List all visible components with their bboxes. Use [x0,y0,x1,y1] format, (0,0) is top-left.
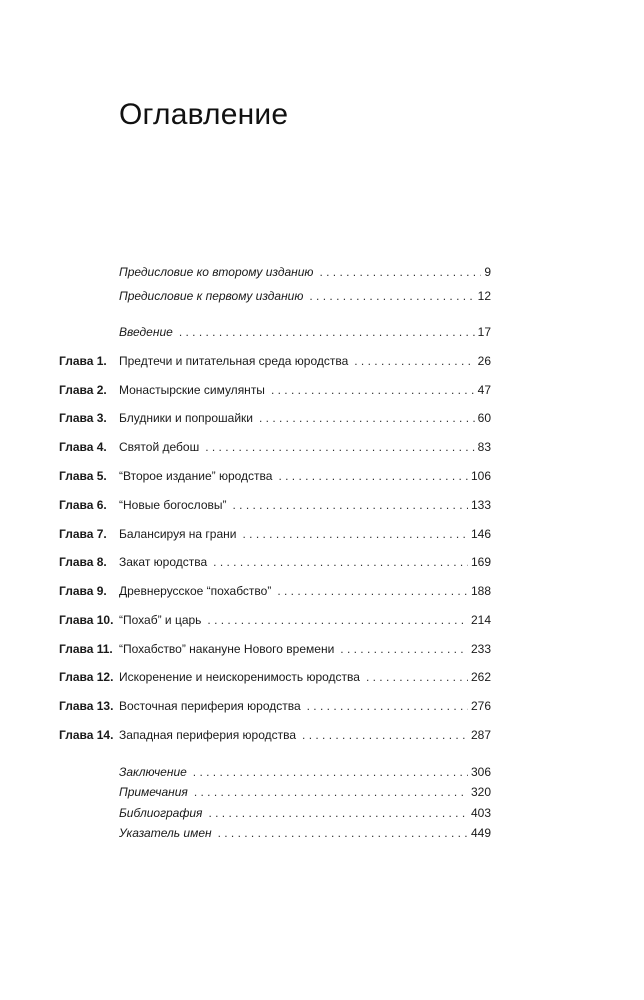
dot-leader [232,496,467,514]
page-number: 306 [470,765,491,779]
chapter-label: Глава 1. [59,354,107,368]
toc-row [0,525,644,543]
dot-leader [194,783,468,801]
page-number: 320 [470,785,491,799]
page-number: 233 [470,642,491,656]
entry-title: Заключение [119,765,187,779]
entry-title: Закат юродства [119,555,208,569]
toc-entry [119,763,491,781]
page-number: 146 [470,527,491,541]
toc-entry [119,409,491,427]
toc-row [0,438,644,456]
toc-row [0,668,644,686]
toc-entry [119,611,491,629]
page-number: 9 [484,265,491,279]
toc-row [0,824,644,842]
dot-leader [213,553,468,571]
entry-title: Восточная периферия юродства [119,699,301,713]
entry-title: Предтечи и питательная среда юродства [119,354,349,368]
page-number: 169 [470,555,491,569]
toc-row [0,763,644,781]
dot-leader [354,352,474,370]
chapter-label: Глава 2. [59,383,107,397]
page-number: 47 [477,383,491,397]
entry-title: Введение [119,325,173,339]
chapter-label: Глава 14. [59,728,114,742]
entry-title: Западная периферия юродства [119,728,297,742]
toc-entry [119,553,491,571]
page-number: 449 [470,826,491,840]
toc-entry [119,467,491,485]
page-number: 214 [470,613,491,627]
dot-leader [205,438,474,456]
toc-row [0,640,644,658]
toc-entry [119,525,491,543]
entry-title: Библиография [119,806,203,820]
chapter-label: Глава 12. [59,670,114,684]
chapter-label: Глава 13. [59,699,114,713]
dot-leader [340,640,468,658]
entry-title: “Новые богословы” [119,498,227,512]
toc-entry [119,438,491,456]
entry-title: Святой дебош [119,440,200,454]
toc-entry [119,496,491,514]
page-number: 60 [477,411,491,425]
entry-title: Блудники и попрошайки [119,411,253,425]
entry-title: “Похабство” накануне Нового времени [119,642,335,656]
page-number: 262 [470,670,491,684]
page-number: 12 [477,289,491,303]
page-title: Оглавление [119,98,289,131]
dot-leader [302,726,468,744]
toc-row [0,582,644,600]
toc-entry [119,668,491,686]
toc-entry [119,726,491,744]
entry-title: Предисловие к первому изданию [119,289,304,303]
toc-row [0,467,644,485]
entry-title: “Второе издание” юродства [119,469,273,483]
chapter-label: Глава 11. [59,642,113,656]
entry-title: Древнерусское “похабство” [119,584,272,598]
entry-title: Указатель имен [119,826,212,840]
toc-row [0,352,644,370]
toc-entry [119,323,491,341]
toc-row [0,409,644,427]
dot-leader [207,611,468,629]
dot-leader [208,804,468,822]
page-number: 188 [470,584,491,598]
dot-leader [259,409,475,427]
page-number: 26 [477,354,491,368]
toc-entry [119,287,491,305]
chapter-label: Глава 4. [59,440,107,454]
chapter-label: Глава 9. [59,584,107,598]
dot-leader [271,381,475,399]
page-number: 83 [477,440,491,454]
dot-leader [307,697,468,715]
page-number: 17 [477,325,491,339]
chapter-label: Глава 3. [59,411,107,425]
entry-title: Искоренение и неискоренимость юродства [119,670,360,684]
toc-entry [119,824,491,842]
chapter-label: Глава 8. [59,555,107,569]
toc-row [0,287,644,305]
dot-leader [277,582,468,600]
toc-row [0,381,644,399]
chapter-label: Глава 5. [59,469,107,483]
toc-entry [119,263,491,281]
toc-entry [119,352,491,370]
entry-title: Примечания [119,785,188,799]
toc-row [0,726,644,744]
dot-leader [309,287,474,305]
entry-title: Балансируя на грани [119,527,237,541]
dot-leader [242,525,467,543]
dot-leader [278,467,468,485]
dot-leader [366,668,468,686]
dot-leader [319,263,481,281]
toc-entry [119,582,491,600]
page-number: 133 [470,498,491,512]
toc-row [0,697,644,715]
page-number: 106 [470,469,491,483]
toc-entry [119,783,491,801]
page-number: 403 [470,806,491,820]
entry-title: Предисловие ко второму изданию [119,265,314,279]
chapter-label: Глава 7. [59,527,107,541]
page-number: 287 [470,728,491,742]
toc-row [0,804,644,822]
toc-entry [119,381,491,399]
dot-leader [179,323,475,341]
toc-row [0,323,644,341]
toc-entry [119,640,491,658]
page-number: 276 [470,699,491,713]
toc-row [0,553,644,571]
dot-leader [218,824,468,842]
dot-leader [193,763,468,781]
toc-row [0,783,644,801]
toc-row [0,263,644,281]
toc-entry [119,697,491,715]
entry-title: Монастырские симулянты [119,383,265,397]
toc-entry [119,804,491,822]
toc-row [0,611,644,629]
chapter-label: Глава 10. [59,613,114,627]
toc-row [0,496,644,514]
entry-title: “Похаб” и царь [119,613,202,627]
chapter-label: Глава 6. [59,498,107,512]
